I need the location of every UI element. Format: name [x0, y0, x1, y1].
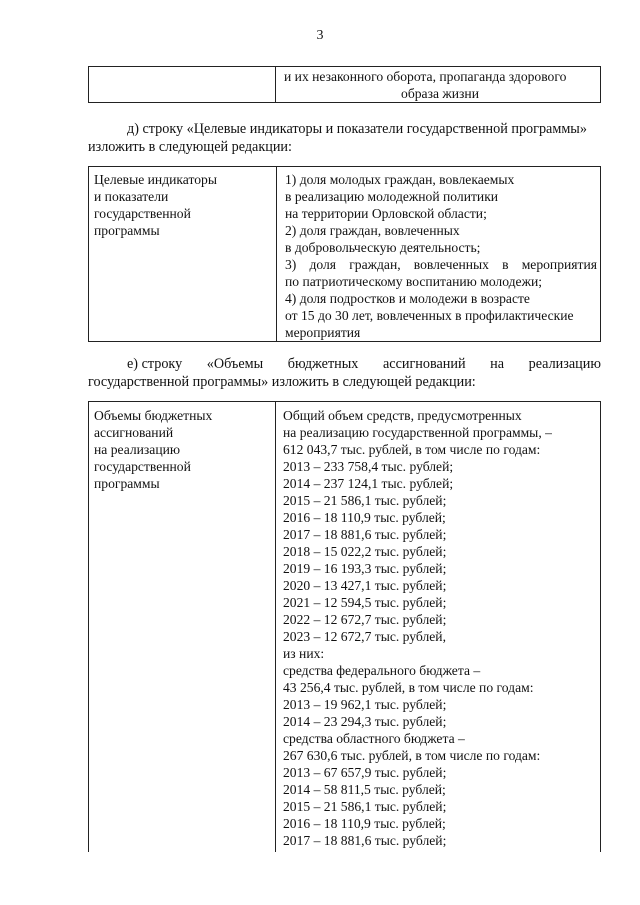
cell-line: ассигнований: [94, 425, 174, 440]
page-number: 3: [316, 28, 324, 43]
indicator-line: на территории Орловской области;: [285, 206, 487, 221]
cell-line: Объемы бюджетных: [94, 408, 213, 423]
budget-line: 2017 – 18 881,6 тыс. рублей;: [283, 833, 447, 848]
budget-line: 2018 – 15 022,2 тыс. рублей;: [283, 544, 447, 559]
indicator-line: 3) доля граждан, вовлеченных в мероприятия: [285, 257, 597, 272]
budget-line: 2019 – 16 193,3 тыс. рублей;: [283, 561, 447, 576]
budget-line: 2014 – 237 124,1 тыс. рублей;: [283, 476, 454, 491]
budget-line: 2013 – 19 962,1 тыс. рублей;: [283, 697, 447, 712]
cell-line: государственной: [94, 206, 191, 221]
budget-line: 2015 – 21 586,1 тыс. рублей;: [283, 493, 447, 508]
budget-line: 2021 – 12 594,5 тыс. рублей;: [283, 595, 447, 610]
indicator-line: от 15 до 30 лет, вовлеченных в профилактические: [285, 308, 574, 323]
budget-line: средства областного бюджета –: [283, 731, 465, 746]
paragraph-word: на: [490, 356, 505, 372]
budget-line: 267 630,6 тыс. рублей, в том числе по годам:: [283, 748, 541, 763]
budget-line: 2022 – 12 672,7 тыс. рублей;: [283, 612, 447, 627]
paragraph-line: [88, 355, 601, 373]
paragraph-line: д) строку «Целевые индикаторы и показатели государственной программы»: [127, 121, 587, 137]
indicator-line: 2) доля граждан, вовлеченных: [285, 223, 460, 238]
table-column-divider: [275, 67, 276, 102]
budget-line: 2015 – 21 586,1 тыс. рублей;: [283, 799, 447, 814]
budget-content-cell: [283, 407, 597, 849]
indicator-line: мероприятия: [285, 325, 361, 340]
cell-line: Целевые индикаторы: [94, 172, 217, 187]
budget-line: средства федерального бюджета –: [283, 663, 481, 678]
indicator-line: в добровольческую деятельность;: [285, 240, 481, 255]
cell-line: и их незаконного оборота, пропаганда здорового: [284, 69, 567, 84]
budget-line: на реализацию государственной программы, –: [283, 425, 552, 440]
table-target-indicators: [88, 166, 601, 342]
indicator-line: 1) доля молодых граждан, вовлекаемых: [285, 172, 515, 187]
cell-line: и показатели: [94, 189, 169, 204]
paragraph-line: изложить в следующей редакции:: [88, 139, 292, 155]
table-continuation: [88, 66, 601, 103]
table-budget-allocations: [88, 401, 601, 852]
budget-line: 2014 – 23 294,3 тыс. рублей;: [283, 714, 447, 729]
indicator-line: 4) доля подростков и молодежи в возрасте: [285, 291, 530, 306]
budget-line: 2013 – 233 758,4 тыс. рублей;: [283, 459, 454, 474]
table-column-divider: [275, 402, 276, 852]
paragraph-line: государственной программы» изложить в следующей редакции:: [88, 374, 476, 390]
table-continuation-right-cell: [284, 68, 596, 102]
paragraph-e: [88, 355, 601, 391]
budget-line: 2016 – 18 110,9 тыс. рублей;: [283, 510, 446, 525]
paragraph-word: «Объемы: [206, 356, 264, 372]
budget-label-cell: [94, 407, 272, 492]
indicator-line: в реализацию молодежной политики: [285, 189, 499, 204]
budget-line: Общий объем средств, предусмотренных: [283, 408, 522, 423]
paragraph-word: реализацию: [528, 356, 601, 372]
budget-line: 2017 – 18 881,6 тыс. рублей;: [283, 527, 447, 542]
budget-line: 2020 – 13 427,1 тыс. рублей;: [283, 578, 447, 593]
table-column-divider: [276, 167, 277, 341]
cell-line: государственной: [94, 459, 191, 474]
cell-line: программы: [94, 476, 160, 491]
paragraph-word: ассигнований: [382, 356, 466, 372]
budget-line: 43 256,4 тыс. рублей, в том числе по годам:: [283, 680, 534, 695]
budget-line: 612 043,7 тыс. рублей, в том числе по годам:: [283, 442, 541, 457]
indicator-line: по патриотическому воспитанию молодежи;: [285, 274, 543, 289]
indicators-content-cell: [285, 171, 597, 341]
budget-line: из них:: [283, 646, 325, 661]
budget-line: 2013 – 67 657,9 тыс. рублей;: [283, 765, 447, 780]
cell-line: программы: [94, 223, 160, 238]
budget-line: 2016 – 18 110,9 тыс. рублей;: [283, 816, 446, 831]
cell-line: образа жизни: [401, 86, 479, 101]
budget-line: 2023 – 12 672,7 тыс. рублей,: [283, 629, 446, 644]
paragraph-word: бюджетных: [287, 356, 359, 372]
paragraph-d: [88, 120, 601, 156]
budget-line: 2014 – 58 811,5 тыс. рублей;: [283, 782, 446, 797]
indicators-label-cell: [94, 171, 272, 239]
paragraph-word: е) строку: [127, 356, 183, 372]
cell-line: на реализацию: [94, 442, 181, 457]
